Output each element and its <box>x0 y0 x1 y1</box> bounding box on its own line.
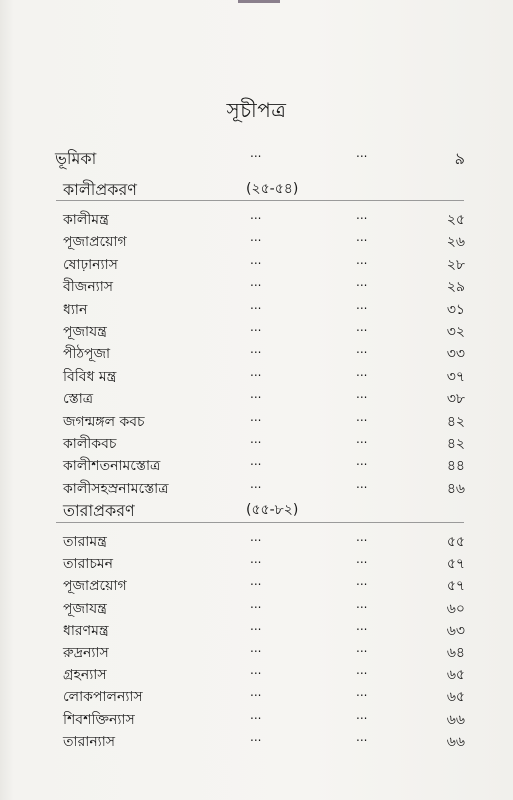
toc-entry-label: কালীকবচ <box>63 436 117 452</box>
leader-dots: ... <box>356 146 368 160</box>
toc-entry-label: ষোঢ়ান্যাস <box>63 256 118 273</box>
leader-dots: ... <box>356 208 368 222</box>
leader-dots: ... <box>250 574 262 589</box>
toc-entry-label: কালীসহস্রনামস্তোত্র <box>63 480 169 497</box>
section-page-range: (৫৫-৮২) <box>246 502 299 518</box>
toc-entry-page: ৩৮ <box>446 391 465 408</box>
toc-entry <box>0 574 513 596</box>
toc-entry-page: ৬৬ <box>446 733 465 750</box>
toc-entry-label: স্তোত্র <box>63 391 94 408</box>
leader-dots: ... <box>250 552 262 567</box>
leader-dots: ... <box>356 685 368 700</box>
leader-dots: ... <box>250 409 262 424</box>
page-top-mark <box>238 0 280 3</box>
leader-dots: ... <box>250 596 262 611</box>
leader-dots: ... <box>250 476 262 491</box>
toc-section-heading <box>0 498 513 520</box>
toc-entry-label: কালীমন্ত্র <box>63 212 109 228</box>
leader-dots: ... <box>250 530 262 544</box>
toc-entry <box>0 730 513 752</box>
leader-dots: ... <box>356 454 368 469</box>
leader-dots: ... <box>356 432 368 446</box>
toc-intro-row <box>0 146 513 168</box>
toc-entry <box>0 477 513 499</box>
toc-entry <box>0 454 513 476</box>
toc-entry-page: ৬৫ <box>446 689 465 706</box>
leader-dots: ... <box>356 552 368 567</box>
toc-entry-page: ৪৪ <box>446 458 465 475</box>
toc-entry-label: বীজন্যাস <box>63 279 114 296</box>
leader-dots: ... <box>250 432 262 446</box>
leader-dots: ... <box>250 230 262 245</box>
leader-dots: ... <box>250 342 262 357</box>
section-divider <box>56 522 464 523</box>
leader-dots: ... <box>250 641 262 655</box>
leader-dots: ... <box>250 618 262 633</box>
toc-entry-label: রুদ্রন্যাস <box>63 645 109 661</box>
toc-entry-label: পূজাযন্ত্র <box>63 600 107 617</box>
toc-entry-label: বিবিধ মন্ত্র <box>63 368 117 385</box>
toc-entry-page: ৩২ <box>446 324 465 340</box>
toc-entry <box>0 342 513 364</box>
toc-entry <box>0 208 513 230</box>
toc-entry-label: পূজাপ্রয়োগ <box>63 578 127 595</box>
toc-entry <box>0 320 513 342</box>
toc-section-heading <box>0 177 513 199</box>
leader-dots: ... <box>356 663 368 678</box>
leader-dots: ... <box>250 146 262 160</box>
toc-entry <box>0 641 513 663</box>
page-title: সূচীপত্র <box>226 98 287 122</box>
leader-dots: ... <box>356 320 368 334</box>
section-title: কালীপ্রকরণ <box>63 180 137 199</box>
leader-dots: ... <box>356 476 368 491</box>
toc-entry-page: ২৫ <box>446 212 465 228</box>
leader-dots: ... <box>356 729 368 744</box>
toc-entry-page: ৩৭ <box>446 368 465 385</box>
leader-dots: ... <box>250 275 262 290</box>
toc-entry <box>0 387 513 409</box>
leader-dots: ... <box>250 729 262 744</box>
toc-entry-page: ৪৬ <box>446 480 465 497</box>
leader-dots: ... <box>250 387 262 402</box>
toc-entry <box>0 298 513 320</box>
toc-entry-page: ২৬ <box>446 234 465 251</box>
leader-dots: ... <box>356 364 368 379</box>
leader-dots: ... <box>250 208 262 222</box>
leader-dots: ... <box>356 342 368 357</box>
toc-entry <box>0 530 513 552</box>
toc-entry-page: ৪২ <box>446 436 465 452</box>
toc-entry-label: ধারণমন্ত্র <box>63 622 109 639</box>
toc-entry-label: ধ্যান <box>63 301 88 318</box>
toc-entry <box>0 275 513 297</box>
leader-dots: ... <box>250 297 262 312</box>
leader-dots: ... <box>250 364 262 379</box>
leader-dots: ... <box>356 409 368 424</box>
toc-entry-label: পীঠপূজা <box>63 346 111 363</box>
leader-dots: ... <box>356 530 368 544</box>
leader-dots: ... <box>356 707 368 722</box>
toc-entry-page: ৬৪ <box>446 645 465 661</box>
toc-entry <box>0 619 513 641</box>
leader-dots: ... <box>250 685 262 700</box>
toc-entry <box>0 410 513 432</box>
leader-dots: ... <box>250 320 262 334</box>
toc-entry <box>0 685 513 707</box>
toc-entry <box>0 253 513 275</box>
leader-dots: ... <box>356 596 368 611</box>
toc-entry-label: পূজাপ্রয়োগ <box>63 234 127 251</box>
toc-entry-page: ২৯ <box>446 279 465 296</box>
toc-entry-page: ৬৬ <box>446 711 465 728</box>
toc-entry-page: ৬৫ <box>446 667 465 684</box>
toc-entry-label: গ্রহন্যাস <box>63 667 107 684</box>
toc-entry-label: লোকপালন্যাস <box>63 689 143 706</box>
toc-entry <box>0 432 513 454</box>
toc-entry <box>0 552 513 574</box>
leader-dots: ... <box>356 275 368 290</box>
toc-entry-label: তারাচমন <box>63 556 114 573</box>
leader-dots: ... <box>250 454 262 469</box>
section-page-range: (২৫-৫৪) <box>246 181 299 197</box>
toc-intro-label: ভূমিকা <box>55 149 97 168</box>
leader-dots: ... <box>250 252 262 267</box>
leader-dots: ... <box>356 641 368 655</box>
toc-entry-label: শিবশক্তিন্যাস <box>63 711 135 728</box>
toc-entry-page: ৫৭ <box>446 556 465 573</box>
toc-entry <box>0 597 513 619</box>
toc-entry-page: ২৮ <box>446 256 465 273</box>
toc-entry <box>0 365 513 387</box>
toc-entry-page: ৬০ <box>446 600 465 617</box>
toc-entry-label: কালীশতনামস্তোত্র <box>63 458 161 475</box>
toc-entry-page: ৩৩ <box>446 346 465 363</box>
toc-entry-page: ৪২ <box>446 413 465 430</box>
toc-entry-label: পূজাযন্ত্র <box>63 324 107 340</box>
leader-dots: ... <box>356 252 368 267</box>
toc-entry-page: ৫৫ <box>446 534 465 550</box>
leader-dots: ... <box>356 387 368 402</box>
leader-dots: ... <box>356 297 368 312</box>
toc-entry <box>0 230 513 252</box>
toc-entry-label: তারান্যাস <box>63 733 116 750</box>
toc-entry <box>0 663 513 685</box>
toc-entry-page: ৫৭ <box>446 578 465 595</box>
section-divider <box>56 200 464 201</box>
section-title: তারাপ্রকরণ <box>63 501 135 520</box>
toc-entry-page: ৩১ <box>446 301 465 318</box>
leader-dots: ... <box>356 230 368 245</box>
leader-dots: ... <box>250 663 262 678</box>
toc-entry-label: জগন্মঙ্গল কবচ <box>63 413 145 430</box>
leader-dots: ... <box>356 574 368 589</box>
toc-intro-page: ৯ <box>454 149 465 168</box>
leader-dots: ... <box>250 707 262 722</box>
toc-entry <box>0 708 513 730</box>
toc-entry-label: তারামন্ত্র <box>63 534 107 550</box>
toc-entry-page: ৬৩ <box>446 622 465 639</box>
leader-dots: ... <box>356 618 368 633</box>
